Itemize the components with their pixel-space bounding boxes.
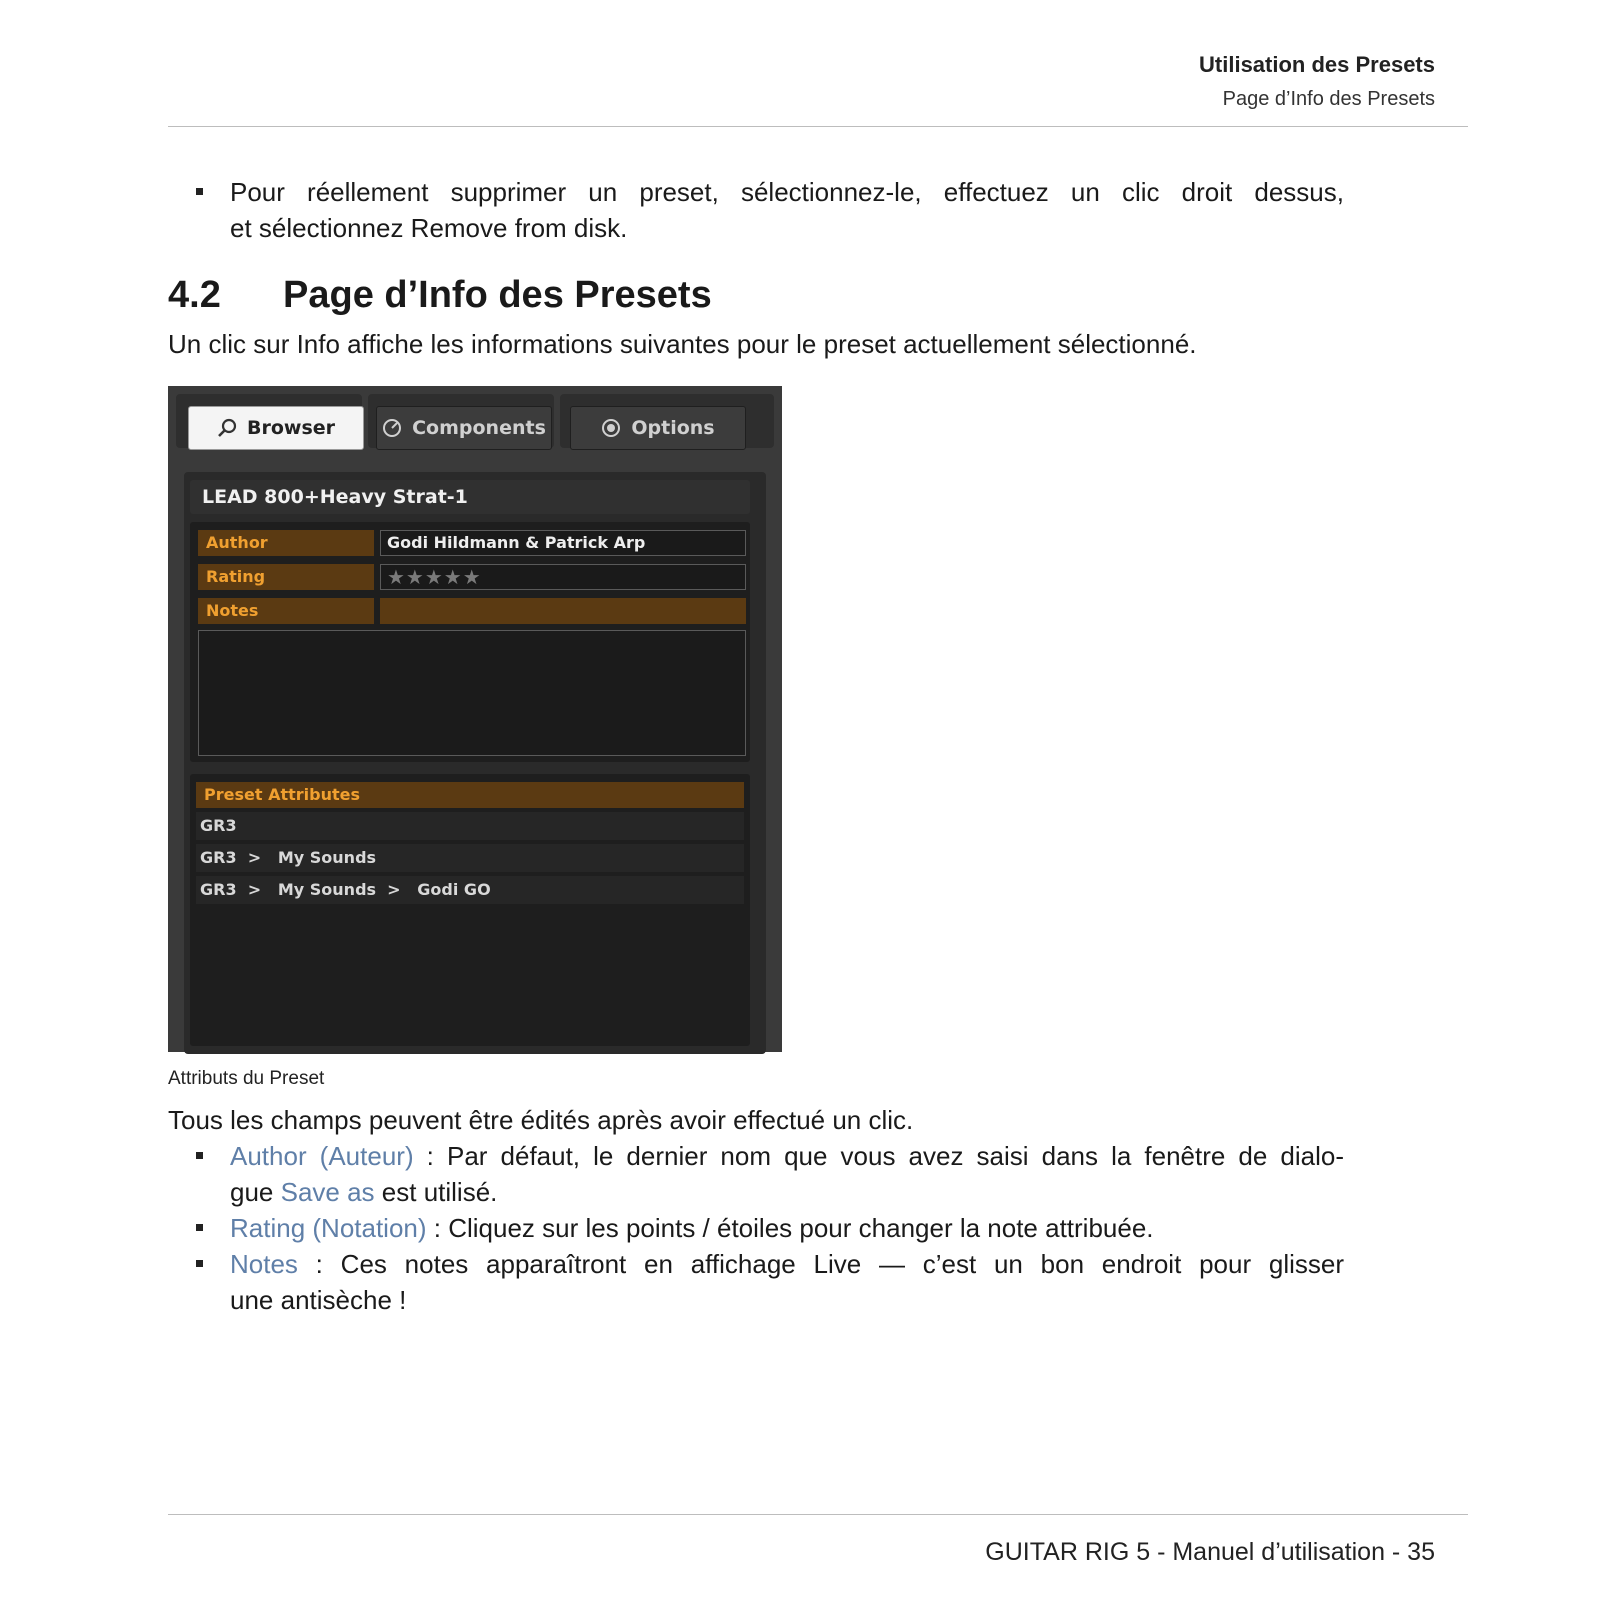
save-as-term: Save as (280, 1177, 375, 1207)
search-icon (217, 418, 237, 438)
tab-components[interactable] (376, 406, 552, 450)
author-description: : Par défaut, le dernier nom que vous avez saisi dans la fenêtre de dialo- (413, 1141, 1344, 1171)
intro-bullet-line1: Pour réellement supprimer un preset, sélectionnez-le, effectuez un clic droit dessus, (230, 177, 1344, 207)
header-divider (168, 126, 1468, 127)
figure-caption: Attributs du Preset (168, 1068, 325, 1089)
tab-options[interactable] (570, 406, 746, 450)
section-number: 4.2 (168, 274, 221, 316)
bullet-notes-line1 (230, 1246, 1344, 1282)
rating-description: : Cliquez sur les points / étoiles pour changer la note attribuée. (426, 1213, 1154, 1243)
gauge-icon (382, 418, 402, 438)
rating-label: Rating (198, 564, 374, 590)
bullet-marker (196, 1152, 203, 1159)
bullet-rating (230, 1210, 1154, 1246)
bullet-author-line1 (230, 1138, 1344, 1174)
rating-field[interactable] (380, 564, 746, 590)
running-header-section: Utilisation des Presets (1199, 52, 1435, 77)
author-line2-pre: gue (230, 1177, 281, 1207)
preset-name[interactable]: LEAD 800+Heavy Strat-1 (190, 480, 750, 514)
tab-bar (176, 394, 774, 448)
section-title: Page d’Info des Presets (283, 274, 712, 316)
body-text: Tous les champs peuvent être édités après avoir effectué un clic. (168, 1105, 914, 1135)
rating-term: Rating (Notation) (230, 1213, 427, 1243)
bullet-marker (196, 188, 203, 195)
notes-header-field (380, 598, 746, 624)
attribute-row[interactable]: GR3 > My Sounds > Godi GO (196, 876, 744, 904)
page-footer: GUITAR RIG 5 - Manuel d’utilisation - 35 (985, 1538, 1435, 1566)
intro-bullet-line2: et sélectionnez Remove from disk. (230, 213, 628, 243)
author-field[interactable]: Godi Hildmann & Patrick Arp (380, 530, 746, 556)
intro-text: Un clic sur Info affiche les informations suivantes pour le preset actuellement sélectionné. (168, 329, 1197, 359)
notes-textarea[interactable] (198, 630, 746, 756)
bullet-notes-line2: une antisèche ! (230, 1285, 407, 1315)
tab-browser[interactable] (188, 406, 364, 450)
tab-browser-label: Browser (246, 417, 336, 439)
tab-options-label: Options (631, 417, 715, 439)
preset-info-screenshot (168, 386, 782, 1052)
rating-stars-icon[interactable]: ★★★★★ (387, 565, 482, 589)
footer-divider (168, 1514, 1468, 1515)
tab-components-label: Components (412, 417, 546, 439)
bullet-marker (196, 1224, 203, 1231)
notes-term: Notes (230, 1249, 298, 1279)
attribute-row[interactable]: GR3 (196, 812, 744, 840)
bullet-author-line2 (230, 1174, 497, 1210)
author-line2-post: est utilisé. (374, 1177, 498, 1207)
author-label: Author (198, 530, 374, 556)
bullet-marker (196, 1260, 203, 1267)
author-term: Author (Auteur) (230, 1141, 414, 1171)
running-header-subsection: Page d’Info des Presets (1222, 88, 1435, 110)
target-icon (601, 418, 621, 438)
notes-label: Notes (198, 598, 374, 624)
preset-attributes-header: Preset Attributes (196, 782, 744, 808)
notes-description: : Ces notes apparaîtront en affichage Live — c’est un bon endroit pour glisser (297, 1249, 1344, 1279)
attribute-row[interactable]: GR3 > My Sounds (196, 844, 744, 872)
